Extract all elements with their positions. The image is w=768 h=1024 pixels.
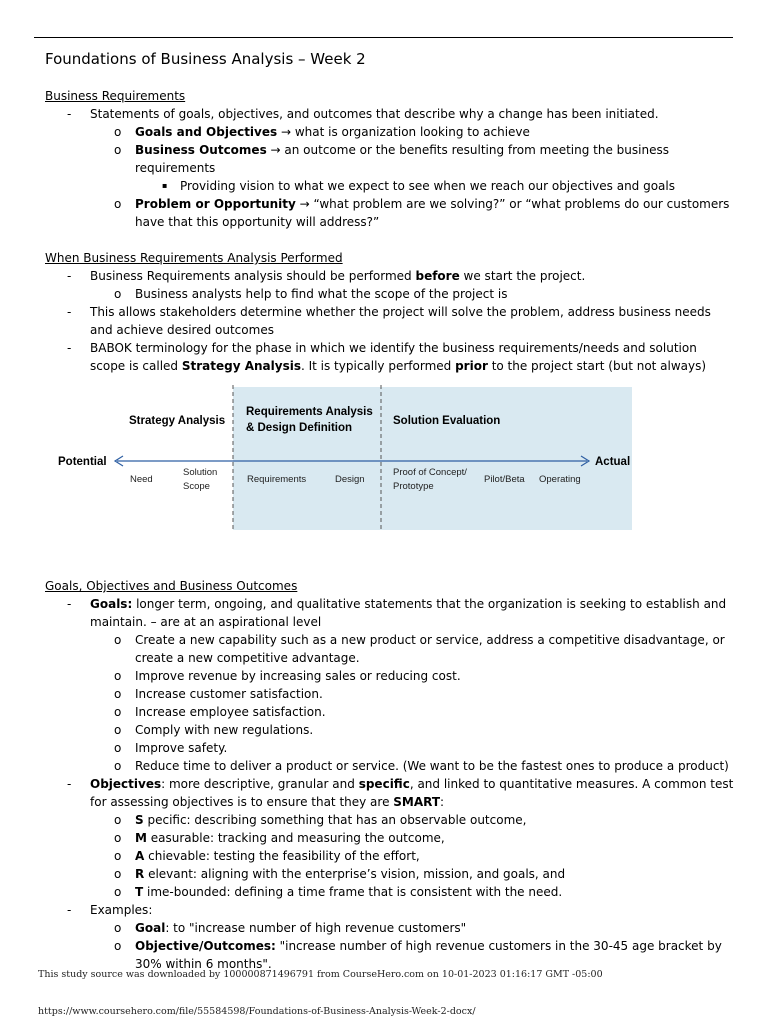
- page-title: Foundations of Business Analysis – Week 2: [45, 50, 366, 68]
- dash-bullet: -: [67, 269, 72, 283]
- circle-bullet: o: [114, 633, 122, 647]
- section-heading-goals: Goals, Objectives and Business Outcomes: [45, 579, 298, 593]
- document-body: [45, 50, 735, 973]
- goals-list: [45, 595, 735, 973]
- top-rule: [34, 37, 733, 38]
- list-item: o Increase customer satisfaction.: [114, 687, 323, 701]
- circle-bullet: o: [114, 813, 122, 827]
- circle-bullet: o: [114, 723, 122, 737]
- dash-bullet: -: [67, 107, 72, 121]
- list-item: o R elevant: aligning with the enterprise’s vision, mission, and goals, and: [114, 867, 566, 881]
- list-item: o Improve revenue by increasing sales or reducing cost.: [114, 669, 461, 683]
- label-potential: Potential: [58, 456, 107, 468]
- circle-bullet: o: [114, 143, 122, 157]
- circle-bullet: o: [114, 687, 122, 701]
- label-solution-evaluation: Solution Evaluation: [393, 415, 501, 427]
- babok-diagram-svg: [45, 385, 645, 535]
- circle-bullet: o: [114, 867, 122, 881]
- dash-bullet: -: [67, 903, 72, 917]
- list-item: - Examples: o Goal: to "increase number of high revenue customers" o Objective/Outcomes: "increase number of high revenue customers in the 30-45 age bracket by 30% within 6 months".: [45, 901, 735, 973]
- circle-bullet: o: [114, 197, 122, 211]
- label-poc-1: Proof of Concept/: [393, 467, 467, 478]
- business-requirements-list: [45, 105, 735, 231]
- circle-bullet: o: [114, 885, 122, 899]
- babok-diagram: [45, 385, 735, 555]
- label-actual: Actual: [595, 456, 631, 468]
- label-poc-2: Prototype: [393, 481, 434, 492]
- list-item: o Business analysts help to find what the scope of the project is: [114, 287, 508, 301]
- circle-bullet: o: [114, 759, 122, 773]
- list-item: o Reduce time to deliver a product or service. (We want to be the fastest ones to produce a product): [114, 759, 729, 773]
- when-performed-list: [45, 267, 735, 375]
- circle-bullet: o: [114, 831, 122, 845]
- list-item: o Comply with new regulations.: [114, 723, 314, 737]
- download-notice: This study source was downloaded by 100000871496791 from CourseHero.com on 10-01-2023 01:16:17 GMT -05:00: [38, 969, 603, 980]
- label-strategy-analysis: Strategy Analysis: [129, 415, 226, 427]
- label-solution-scope-1: Solution: [183, 467, 218, 478]
- circle-bullet: o: [114, 741, 122, 755]
- list-item: ▪ Providing vision to what we expect to see when we reach our objectives and goals: [162, 179, 675, 193]
- label-solution-scope-2: Scope: [183, 481, 210, 492]
- list-item: o Improve safety.: [114, 741, 228, 755]
- list-item: - Business Requirements analysis should be performed before we start the project. o Business analysts help to find what the scope of the project is: [45, 267, 735, 303]
- circle-bullet: o: [114, 939, 122, 953]
- list-item: o Problem or Opportunity → “what problem are we solving?” or “what problems do our customers have that this opportunity will address?”: [114, 197, 730, 229]
- section-heading-business-requirements: Business Requirements: [45, 89, 186, 103]
- dash-bullet: -: [67, 777, 72, 791]
- list-item: o M easurable: tracking and measuring the outcome,: [114, 831, 445, 845]
- list-item: o Objective/Outcomes: "increase number of high revenue customers in the 30-45 age bracket by 30% within 6 months".: [114, 939, 722, 971]
- list-item: o S pecific: describing something that has an observable outcome,: [114, 813, 527, 827]
- circle-bullet: o: [114, 705, 122, 719]
- list-item: o Business Outcomes → an outcome or the benefits resulting from meeting the business requirements ▪ Providing vision to what we expect to see when we reach our objectives and goals: [90, 141, 735, 195]
- label-requirements: Requirements: [247, 474, 307, 485]
- circle-bullet: o: [114, 287, 122, 301]
- section-heading-when-performed: When Business Requirements Analysis Performed: [45, 251, 343, 265]
- dash-bullet: -: [67, 341, 72, 355]
- dash-bullet: -: [67, 597, 72, 611]
- list-item: o Increase employee satisfaction.: [114, 705, 326, 719]
- label-req-analysis-2: & Design Definition: [246, 422, 353, 434]
- dash-bullet: -: [67, 305, 72, 319]
- source-url[interactable]: https://www.coursehero.com/file/55584598/Foundations-of-Business-Analysis-Week-2-docx/: [38, 1006, 476, 1017]
- label-design: Design: [335, 474, 365, 485]
- circle-bullet: o: [114, 921, 122, 935]
- list-item: o A chievable: testing the feasibility of the effort,: [114, 849, 420, 863]
- list-item: o Goal: to "increase number of high revenue customers": [114, 921, 467, 935]
- circle-bullet: o: [114, 669, 122, 683]
- list-item: - Statements of goals, objectives, and outcomes that describe why a change has been initiated. o Goals and Objectives → what is organization looking to achieve o Business Outcomes → an outcome or the benefits resulting from meeting the business requirements ▪ Providing vision to what we expect to see when we reach our objectives and goals o Problem or Opportunity → “what problem are we solving?” or “what problems do our customers have that this opportunity will address?”: [45, 105, 735, 231]
- list-item: o Create a new capability such as a new product or service, address a competitive disadvantage, or create a new competitive advantage.: [114, 633, 725, 665]
- circle-bullet: o: [114, 849, 122, 863]
- square-bullet: ▪: [162, 181, 168, 190]
- label-pilot-beta: Pilot/Beta: [484, 474, 525, 485]
- list-item: o T ime-bounded: defining a time frame that is consistent with the need.: [114, 885, 563, 899]
- list-item: o Goals and Objectives → what is organization looking to achieve: [114, 125, 530, 139]
- label-operating: Operating: [539, 474, 581, 485]
- list-item: - Goals: longer term, ongoing, and qualitative statements that the organization is seeking to establish and maintain. – are at an aspirational level o Create a new capability such as a new product or service, address a competitive disadvantage, or create a new competitive advantage. o Improve revenue by increasing sales or reducing cost. o Increase customer satisfaction. o Increase employee satisfaction. o Comply with new regulations. o Improve safety. o Reduce time to deliver a product or service. (We want to be the fastest ones to produce a product): [45, 595, 735, 775]
- list-item: - Objectives: more descriptive, granular and specific, and linked to quantitative measures. A common test for assessing objectives is to ensure that they are SMART: o S pecific: describing something that has an observable outcome, o M easurable: tracking and measuring the outcome, o A chievable: testing the feasibility of the effort, o R elevant: aligning with the enterprise’s vision, mission, and goals, and o T ime-bounded: defining a time frame that is consistent with the need.: [67, 777, 734, 899]
- circle-bullet: o: [114, 125, 122, 139]
- label-req-analysis-1: Requirements Analysis: [246, 406, 373, 418]
- list-item: - This allows stakeholders determine whether the project will solve the problem, address business needs and achieve desired outcomes: [67, 305, 711, 337]
- list-item: - BABOK terminology for the phase in which we identify the business requirements/needs and solution scope is called Strategy Analysis. It is typically performed prior to the project start (but not always): [67, 341, 707, 373]
- label-need: Need: [130, 474, 153, 485]
